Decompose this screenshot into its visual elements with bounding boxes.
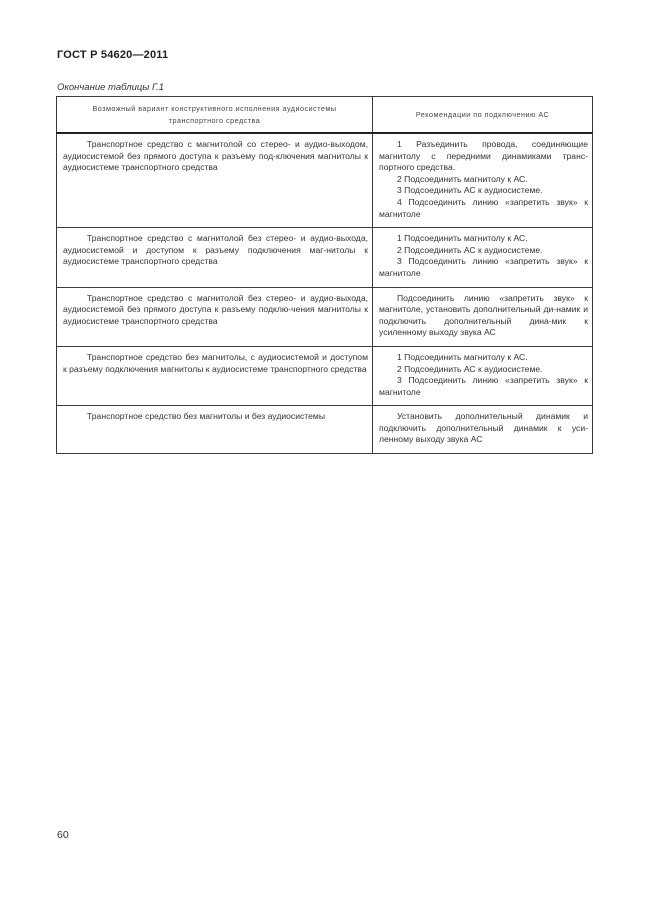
recommendations-table: [56, 96, 593, 454]
recommendation-line: 1 Разъединить провода, соединяющие магнитолу с передними динамиками транс-портного средства.: [379, 139, 588, 173]
variant-cell: Транспортное средство без магнитолы и без аудиосистемы: [57, 406, 373, 454]
recommendation-cell: [373, 406, 593, 454]
table-row: [57, 133, 593, 228]
variant-cell: Транспортное средство с магнитолой со стерео- и аудио-выходом, аудиосистемой без прямого доступа к разъему под-ключения магнитолы к аудиосистеме транспортного средства: [57, 133, 373, 228]
table-body: [57, 133, 593, 454]
recommendation-line: 3 Подсоединить АС к аудиосистеме.: [397, 185, 543, 196]
variant-cell: Транспортное средство с магнитолой без стерео- и аудио-выхода, аудиосистемой и доступом к разъему подключения маг-нитолы к аудиосистеме транспортного средства: [57, 228, 373, 287]
column-header-recommendations: Рекомендации по подключению АС: [373, 97, 593, 134]
recommendation-line: 2 Подсоединить АС к аудиосистеме.: [397, 363, 543, 374]
variant-cell: Транспортное средство без магнитолы, с аудиосистемой и доступом к разъему подключения магнитолы к аудиосистеме транспортного средства: [57, 346, 373, 405]
table-row: [57, 406, 593, 454]
recommendation-line: 1 Подсоединить магнитолу к АС.: [397, 233, 528, 244]
document-header: ГОСТ Р 54620—2011: [57, 49, 169, 61]
recommendation-line: Подсоединить линию «запретить звук» к магнитоле, установить дополнительный ди-намик и подключить дополнительный дина-мик к усиленному выходу звука АС: [379, 292, 588, 338]
recommendation-line: 1 Подсоединить магнитолу к АС.: [397, 351, 528, 362]
recommendation-cell: [373, 346, 593, 405]
recommendation-line: Установить дополнительный динамик и подключить дополнительный динамик к уси-ленному выходу звука АС: [379, 411, 588, 445]
recommendation-line: 2 Подсоединить магнитолу к АС.: [397, 173, 528, 184]
table-row: [57, 287, 593, 346]
recommendation-line: 4 Подсоединить линию «запретить звук» к магнитоле: [379, 196, 588, 219]
table-header-row: [57, 97, 593, 134]
table-row: [57, 346, 593, 405]
recommendation-line: 2 Подсоединить АС к аудиосистеме.: [397, 244, 543, 255]
recommendation-cell: [373, 228, 593, 287]
variant-cell: Транспортное средство с магнитолой без стерео- и аудио-выхода, аудиосистемой без прямого доступа к разъему подклю-чения магнитолы к аудиосистеме транспортного средства: [57, 287, 373, 346]
recommendation-cell: [373, 287, 593, 346]
column-header-variant: Возможный вариант конструктивного исполнения аудиосистемы транспортного средства: [57, 97, 373, 134]
page-number: 60: [57, 829, 69, 841]
recommendation-line: 3 Подсоединить линию «запретить звук» к магнитоле: [379, 256, 588, 278]
table-row: [57, 228, 593, 287]
recommendation-cell: [373, 133, 593, 228]
recommendation-line: 3 Подсоединить линию «запретить звук» к магнитоле: [379, 375, 588, 397]
table-caption: Окончание таблицы Г.1: [57, 82, 165, 93]
